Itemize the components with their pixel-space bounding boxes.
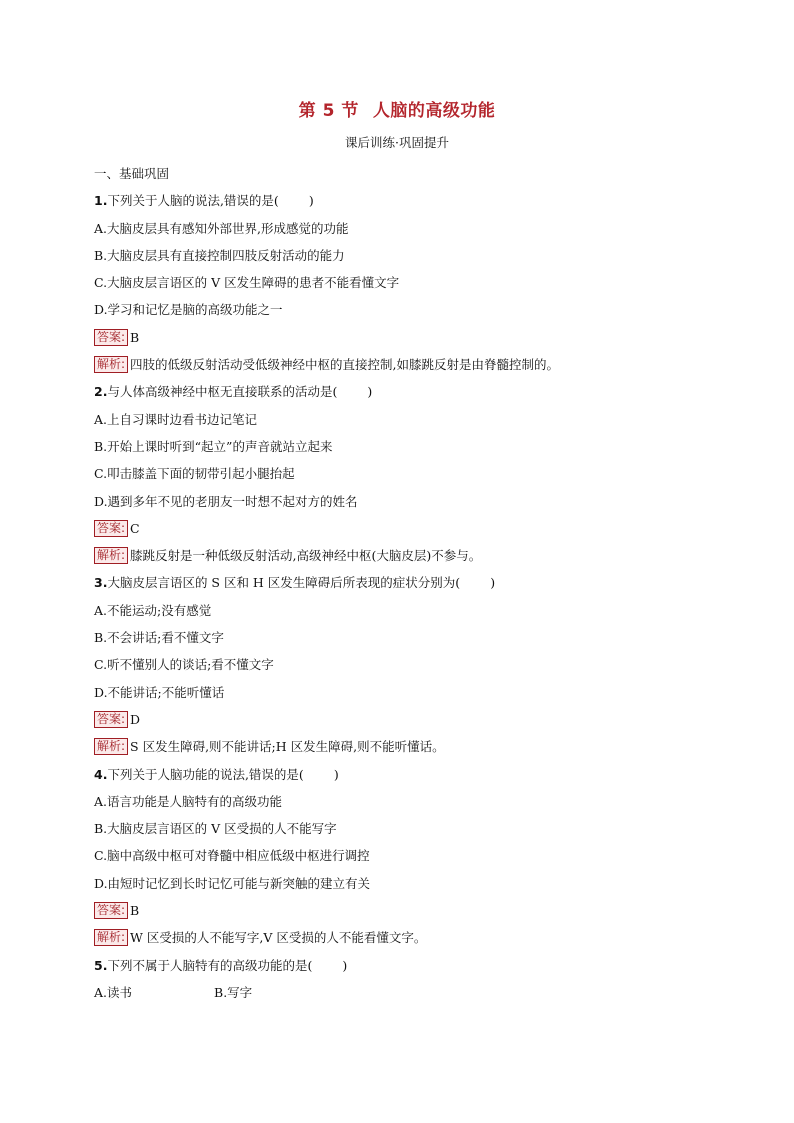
question-number: 4.: [94, 766, 108, 782]
question-1-option-a: A.大脑皮层具有感知外部世界,形成感觉的功能: [94, 220, 349, 236]
question-2-option-a: A.上自习课时边看书边记笔记: [94, 411, 258, 427]
question-2-analysis: 解析: 膝跳反射是一种低级反射活动,高级神经中枢(大脑皮层)不参与。: [94, 542, 714, 569]
question-3-option-d: D.不能讲话;不能听懂话: [94, 684, 225, 700]
question-4-option-c: C.脑中高级中枢可对脊髓中相应低级中枢进行调控: [94, 848, 370, 864]
question-3-option-b: B.不会讲话;看不懂文字: [94, 630, 224, 646]
section-number: 第 5 节: [298, 101, 359, 121]
question-3-stem: 3.大脑皮层言语区的 S 区和 H 区发生障碍后所表现的症状分别为( ): [94, 575, 496, 591]
question-number: 1.: [94, 193, 108, 209]
analysis-label: 解析:: [94, 547, 128, 564]
question-3-answer: 答案: D: [94, 706, 714, 733]
question-1-stem: 1.下列关于人脑的说法,错误的是( ): [94, 193, 314, 209]
answer-label: 答案:: [94, 329, 128, 346]
content: [94, 160, 714, 1006]
question-number: 2.: [94, 384, 108, 400]
question-5-stem: 5.下列不属于人脑特有的高级功能的是( ): [94, 957, 348, 973]
question-1-answer: 答案: B: [94, 324, 714, 351]
question-4-option-d: D.由短时记忆到长时记忆可能与新突触的建立有关: [94, 875, 371, 891]
question-2-answer: 答案: C: [94, 515, 714, 542]
question-5-options: [94, 979, 714, 1006]
page-subtitle: 课后训练·巩固提升: [345, 135, 449, 150]
page-title: [0, 96, 794, 121]
analysis-label: 解析:: [94, 738, 128, 755]
question-4-analysis: 解析: W 区受损的人不能写字,V 区受损的人不能看懂文字。: [94, 924, 714, 951]
question-4-option-b: B.大脑皮层言语区的 V 区受损的人不能写字: [94, 821, 337, 837]
question-2-option-b: B.开始上课时听到“起立”的声音就站立起来: [94, 438, 333, 454]
analysis-label: 解析:: [94, 356, 128, 373]
section-name: 人脑的高级功能: [372, 101, 496, 121]
question-1-option-d: D.学习和记忆是脑的高级功能之一: [94, 302, 283, 318]
question-5-option-a: A.读书: [94, 984, 133, 1000]
question-2-option-c: C.叩击膝盖下面的韧带引起小腿抬起: [94, 466, 295, 482]
question-3-option-c: C.听不懂别人的谈话;看不懂文字: [94, 657, 274, 673]
question-1-option-b: B.大脑皮层具有直接控制四肢反射活动的能力: [94, 247, 345, 263]
question-3-option-a: A.不能运动;没有感觉: [94, 602, 212, 618]
question-1-analysis: 解析: 四肢的低级反射活动受低级神经中枢的直接控制,如膝跳反射是由脊髓控制的。: [94, 351, 714, 378]
question-2-stem: 2.与人体高级神经中枢无直接联系的活动是( ): [94, 384, 373, 400]
question-3-analysis: 解析: S 区发生障碍,则不能讲话;H 区发生障碍,则不能听懂话。: [94, 733, 714, 760]
question-1-option-c: C.大脑皮层言语区的 V 区发生障碍的患者不能看懂文字: [94, 275, 400, 291]
question-5-option-b: B.写字: [214, 984, 253, 1000]
answer-label: 答案:: [94, 711, 128, 728]
question-4-answer: 答案: B: [94, 897, 714, 924]
answer-label: 答案:: [94, 902, 128, 919]
answer-label: 答案:: [94, 520, 128, 537]
part-heading: 一、基础巩固: [94, 166, 170, 181]
question-4-stem: 4.下列关于人脑功能的说法,错误的是( ): [94, 766, 339, 782]
question-number: 3.: [94, 575, 108, 591]
analysis-label: 解析:: [94, 929, 128, 946]
question-2-option-d: D.遇到多年不见的老朋友一时想不起对方的姓名: [94, 493, 358, 509]
question-number: 5.: [94, 957, 108, 973]
question-4-option-a: A.语言功能是人脑特有的高级功能: [94, 793, 283, 809]
